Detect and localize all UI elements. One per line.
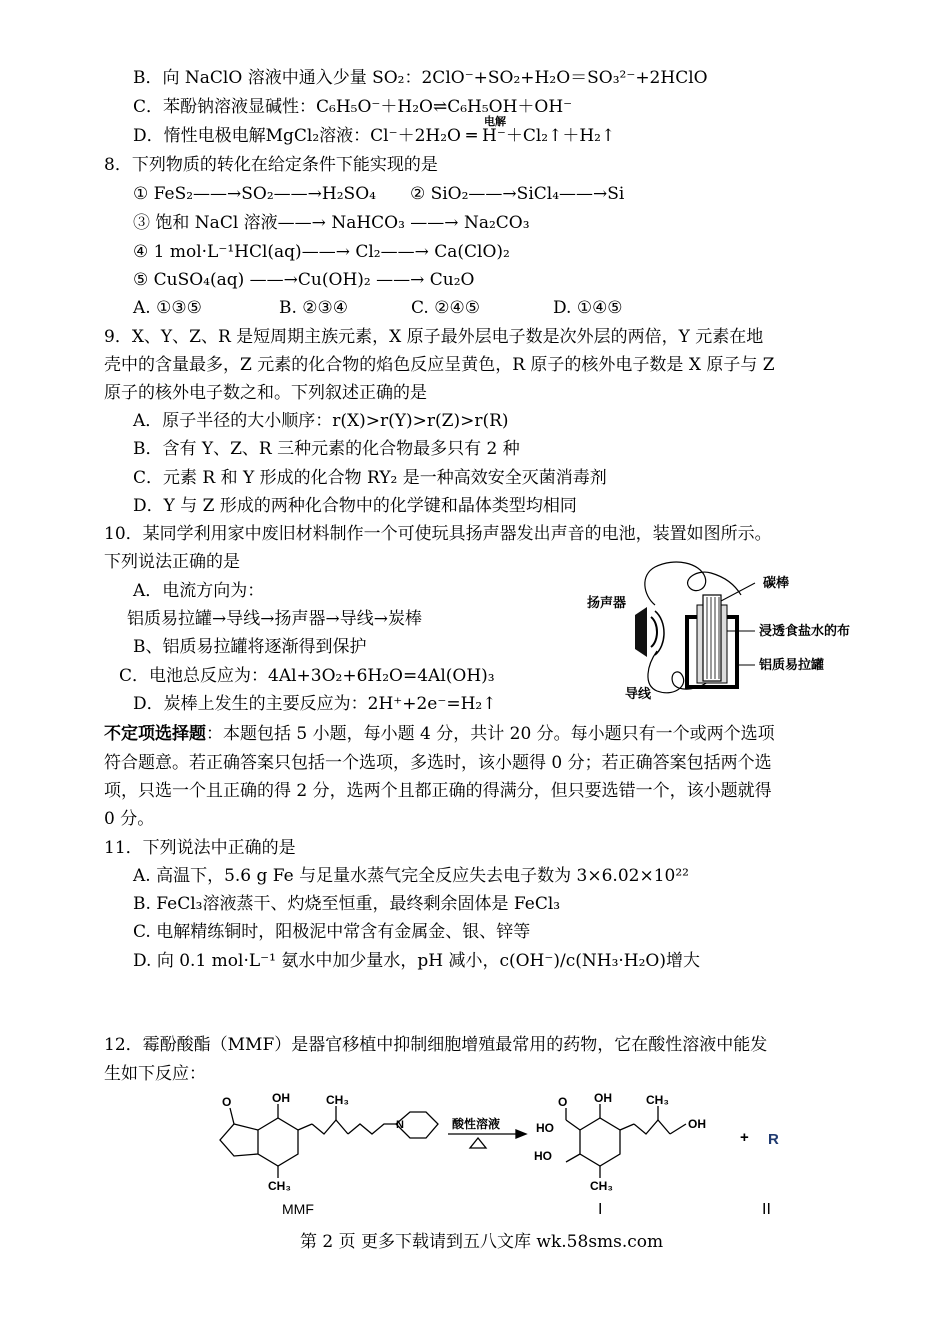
q9-option-a: A．原子半径的大小顺序：r(X)>r(Y)>r(Z)>r(R) — [133, 411, 509, 431]
q8-item-2: ③ 饱和 NaCl 溶液——→ NaHCO₃ ——→ Na₂CO₃ — [133, 213, 530, 233]
q12-stem-1: 12．霉酚酸酯（MMF）是器官移植中抑制细胞增殖最常用的药物，它在酸性溶液中能发 — [104, 1035, 768, 1055]
q9-stem-1: 9．X、Y、Z、R 是短周期主族元素，X 原子最外层电子数是次外层的两倍，Y 元素在地 — [104, 327, 764, 347]
label-product-2: II — [762, 1201, 771, 1218]
q10-stem-2: 下列说法正确的是 — [104, 552, 240, 572]
svg-text:O: O — [558, 1095, 568, 1109]
svg-text:OH: OH — [688, 1117, 706, 1131]
q10-option-a: A．电流方向为： — [133, 581, 265, 601]
svg-text:CH₃: CH₃ — [646, 1093, 669, 1107]
svg-text:HO: HO — [536, 1121, 554, 1135]
q8-option-b: B. ②③④ — [279, 298, 349, 318]
reaction-scheme — [200, 1090, 800, 1220]
q9-option-c: C．元素 R 和 Y 形成的化合物 RY₂ 是一种高效安全灭菌消毒剂 — [133, 468, 607, 488]
carbon-rod — [703, 595, 721, 681]
svg-text:OH: OH — [594, 1091, 612, 1105]
q11-option-a: A. 高温下，5.6 g Fe 与足量水蒸气完全反应失去电子数为 3×6.02×10²² — [133, 866, 689, 886]
q12-stem-2: 生如下反应： — [104, 1064, 206, 1084]
battery-figure — [585, 555, 885, 705]
product-r: R — [768, 1131, 779, 1148]
mmf-benzene-ring — [258, 1118, 298, 1166]
label-mmf: MMF — [282, 1201, 314, 1217]
svg-text:HO: HO — [534, 1149, 552, 1163]
q8-stem: 8．下列物质的转化在给定条件下能实现的是 — [104, 155, 438, 175]
label-cloth: 浸透食盐水的布 — [759, 623, 851, 638]
q9-stem-2: 壳中的含量最多，Z 元素的化合物的焰色反应呈黄色，R 原子的核外电子数是 X 原子与 Z — [104, 355, 775, 375]
svg-text:CH₃: CH₃ — [326, 1093, 349, 1107]
speaker-icon — [635, 607, 647, 657]
label-carbon-rod: 碳棒 — [763, 575, 790, 590]
q11-option-c: C. 电解精练铜时，阳极泥中常含有金属金、银、锌等 — [133, 922, 531, 942]
page-footer: 第 2 页 更多下载请到五八文库 wk.58sms.com — [300, 1232, 664, 1252]
electrolysis-label: 电解 — [484, 115, 506, 128]
q8-option-d: D. ①④⑤ — [553, 298, 623, 318]
svg-text:CH₃: CH₃ — [590, 1179, 613, 1193]
q11-stem: 11．下列说法中正确的是 — [104, 838, 296, 858]
q11-option-b: B. FeCl₃溶液蒸干、灼烧至恒重，最终剩余固体是 FeCl₃ — [133, 894, 561, 914]
condition-label: 酸性溶液 — [452, 1117, 501, 1131]
label-can: 铝质易拉罐 — [759, 657, 825, 672]
q8-item-1: ① FeS₂——→SO₂——→H₂SO₄ ② SiO₂——→SiCl₄——→Si — [133, 184, 625, 204]
section-instructions-4: 0 分。 — [104, 809, 155, 829]
q7-option-b: B．向 NaClO 溶液中通入少量 SO₂：2ClO⁻+SO₂+H₂O＝SO₃²⁻+2HClO — [133, 68, 708, 88]
section-instructions-1: 不定项选择题：本题包括 5 小题，每小题 4 分，共计 20 分。每小题只有一个或两个选项 — [104, 724, 775, 744]
q9-option-d: D．Y 与 Z 形成的两种化合物中的化学键和晶体类型均相同 — [133, 496, 577, 516]
product-ring — [580, 1118, 620, 1166]
svg-text:O: O — [222, 1095, 232, 1109]
label-wire: 导线 — [625, 686, 652, 701]
section-instructions-3: 项，只选一个且正确的得 2 分，选两个且都正确的得满分，但只要选错一个，该小题就得 — [104, 781, 772, 801]
q10-option-d: D．炭棒上发生的主要反应为：2H⁺+2e⁻=H₂↑ — [133, 694, 497, 714]
section-instructions-2: 符合题意。若正确答案只包括一个选项，多选时，该小题得 0 分；若正确答案包括两个选 — [104, 753, 772, 773]
svg-text:OH: OH — [272, 1091, 290, 1105]
q8-item-4: ⑤ CuSO₄(aq) ——→Cu(OH)₂ ——→ Cu₂O — [133, 270, 475, 290]
q9-stem-3: 原子的核外电子数之和。下列叙述正确的是 — [104, 383, 427, 403]
q8-option-a: A. ①③⑤ — [133, 298, 202, 318]
q10-stem-1: 10．某同学利用家中废旧材料制作一个可使玩具扬声器发出声音的电池，装置如图所示。 — [104, 524, 772, 544]
q8-option-c: C. ②④⑤ — [411, 298, 480, 318]
q10-option-b: B、铝质易拉罐将逐渐得到保护 — [133, 637, 367, 657]
section-title: 不定项选择题 — [104, 724, 206, 744]
label-speaker: 扬声器 — [587, 595, 627, 610]
q9-option-b: B．含有 Y、Z、R 三种元素的化合物最多只有 2 种 — [133, 439, 520, 459]
label-product-1: I — [598, 1201, 603, 1218]
q10-option-c: C．电池总反应为：4Al+3O₂+6H₂O=4Al(OH)₃ — [119, 666, 495, 686]
q10-option-a-cont: 铝质易拉罐→导线→扬声器→导线→炭棒 — [127, 609, 422, 629]
q8-item-3: ④ 1 mol·L⁻¹HCl(aq)——→ Cl₂——→ Ca(ClO)₂ — [133, 242, 510, 262]
svg-text:CH₃: CH₃ — [268, 1179, 291, 1193]
q7-option-c: C．苯酚钠溶液显碱性：C₆H₅O⁻＋H₂O⇌C₆H₅OH＋OH⁻ — [133, 97, 573, 117]
q8-options — [133, 296, 623, 320]
svg-text:N: N — [396, 1119, 404, 1131]
q7-option-d: D．惰性电极电解MgCl₂溶液：Cl⁻＋2H₂O ═ H⁻＋Cl₂↑＋H₂↑ — [133, 126, 616, 146]
plus-sign: + — [740, 1129, 749, 1146]
q11-option-d: D. 向 0.1 mol·L⁻¹ 氨水中加少量水，pH 减小，c(OH⁻)/c(NH₃·H₂O)增大 — [133, 951, 700, 971]
